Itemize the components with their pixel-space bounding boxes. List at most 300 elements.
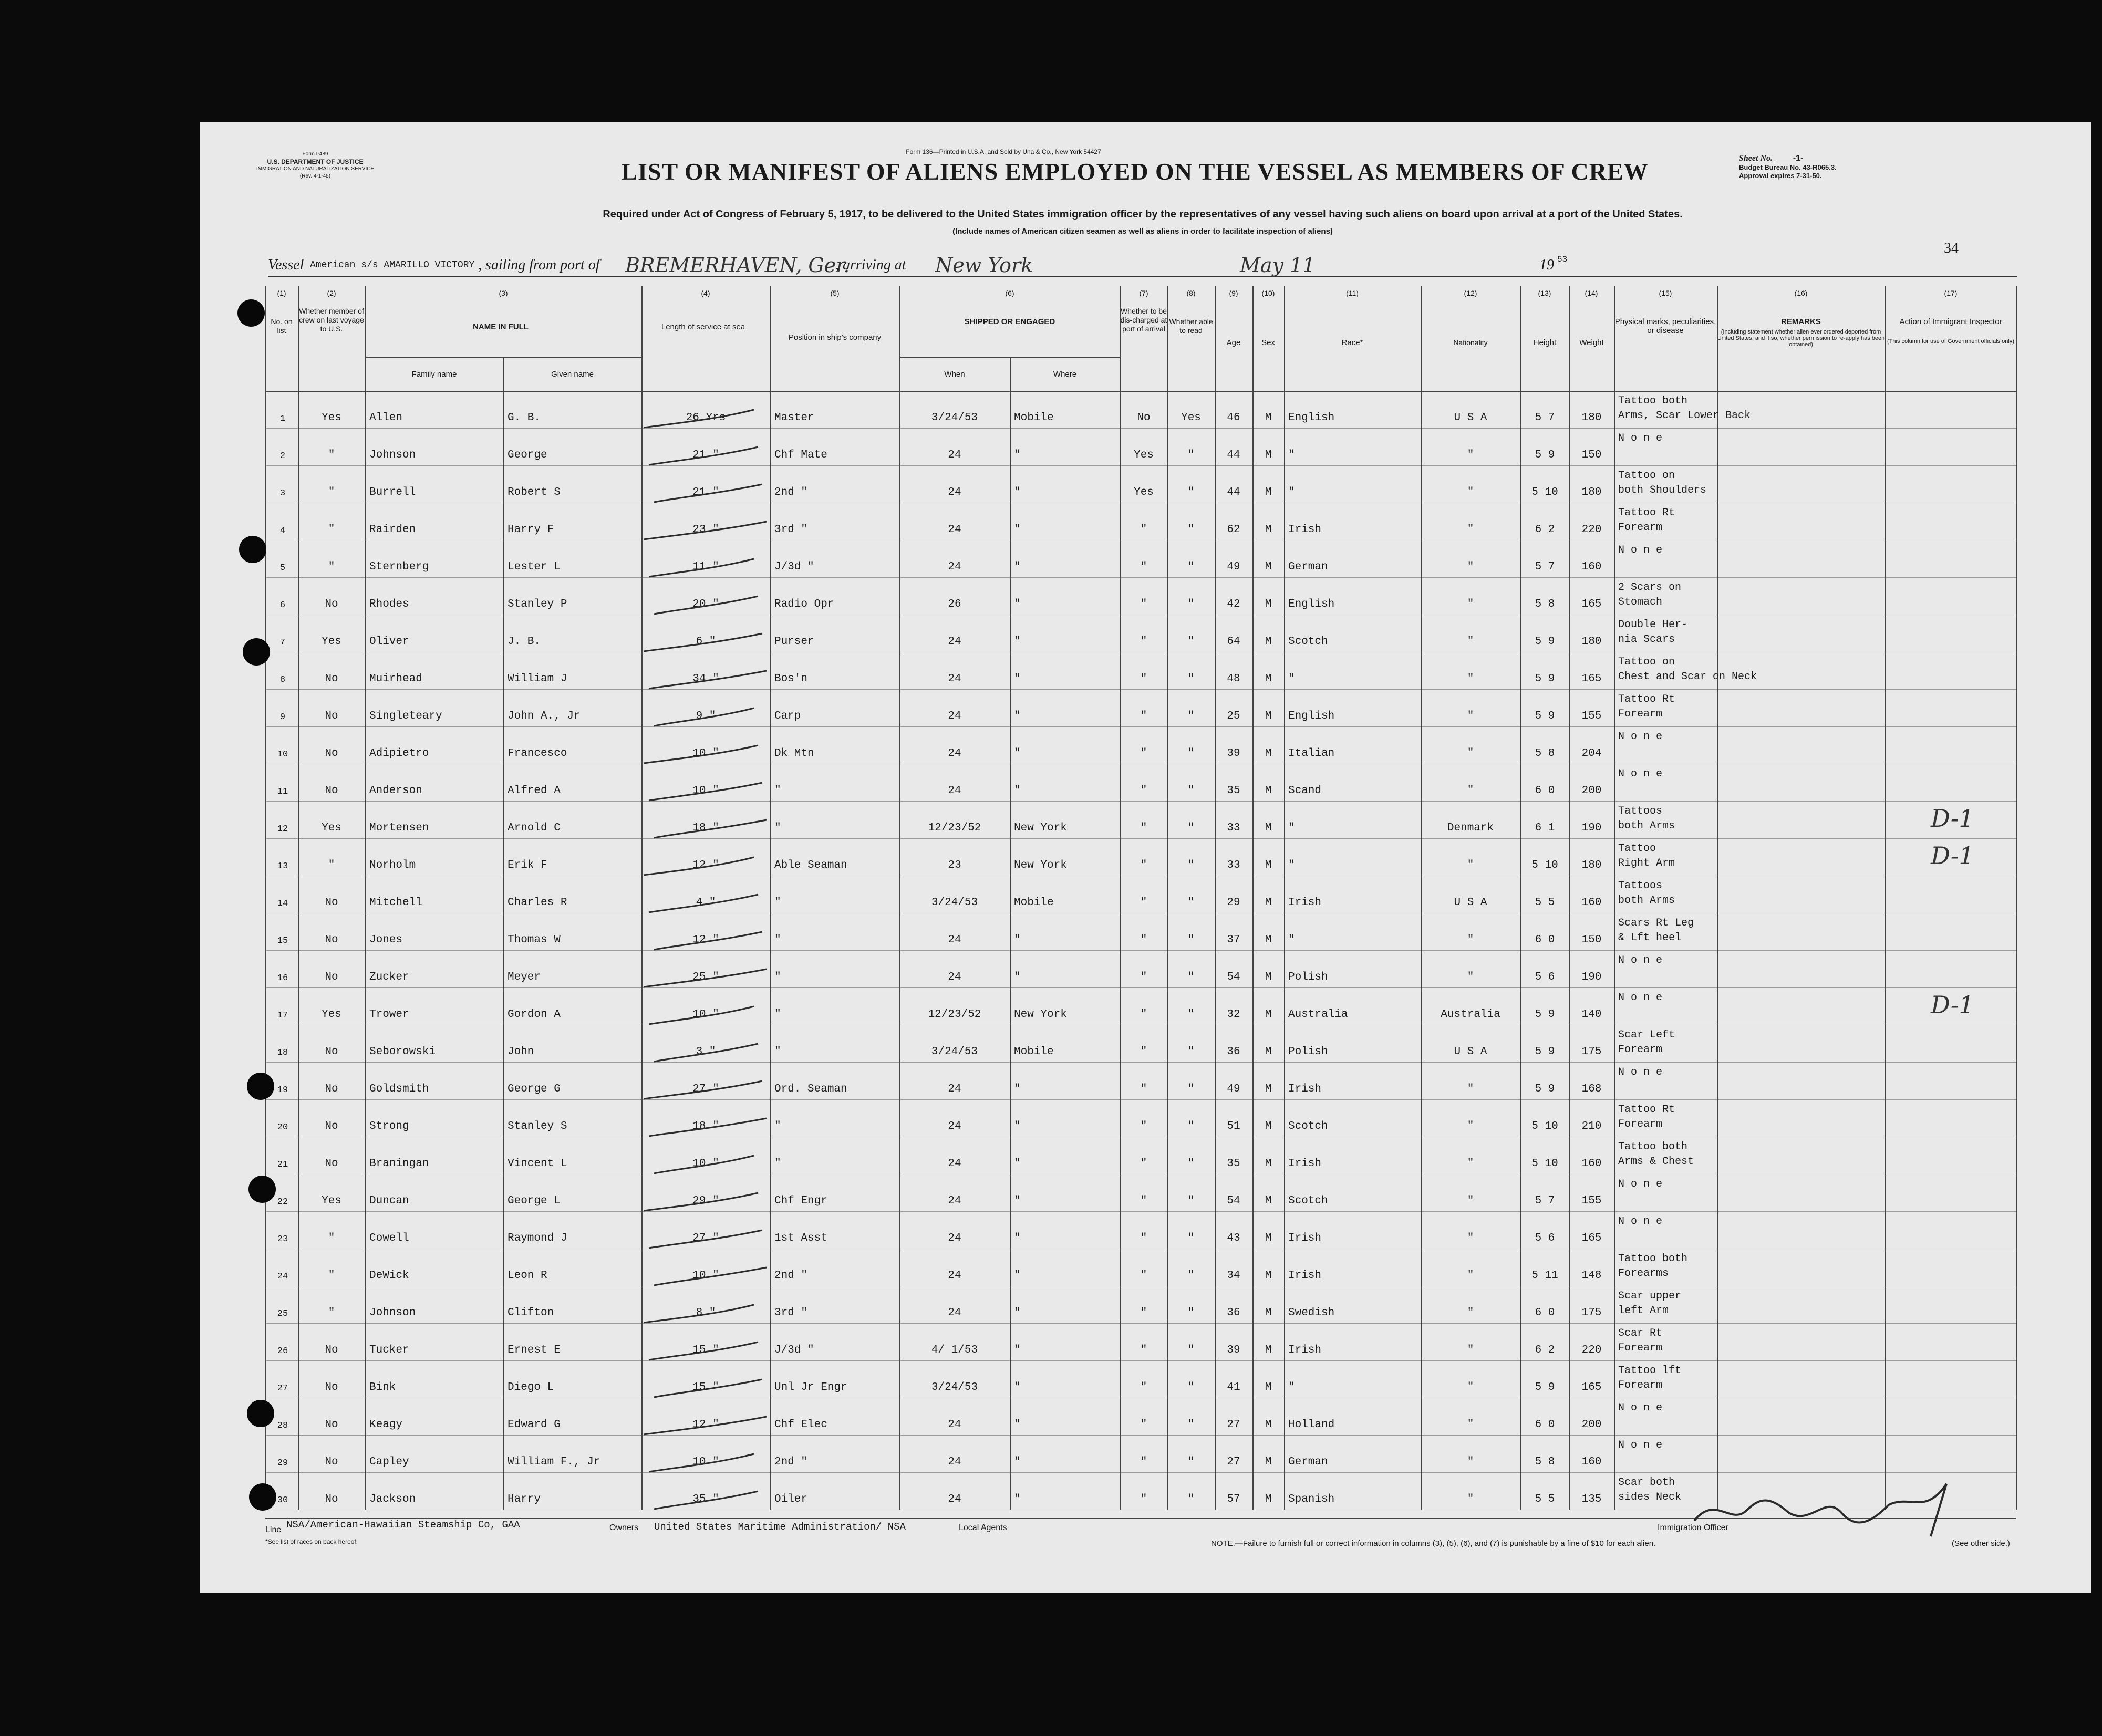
cell-when: 3/24/53 — [931, 897, 978, 909]
cell-height: 5 7 — [1535, 412, 1555, 424]
row-rule — [265, 1099, 2016, 1100]
cell-read: " — [1187, 785, 1195, 797]
cell-service: 21 " — [692, 486, 719, 498]
cell-sex: M — [1265, 971, 1272, 983]
local-agents-label: Local Agents — [959, 1523, 1007, 1532]
cell-when: 24 — [948, 1270, 961, 1282]
cell-read: " — [1187, 1307, 1195, 1319]
punch-hole — [248, 1176, 276, 1203]
cell-when: 26 — [948, 598, 961, 610]
cell-read: " — [1187, 1195, 1195, 1207]
cell-given: Vincent L — [508, 1158, 567, 1170]
cell-age: 54 — [1227, 1195, 1240, 1207]
cell-read: " — [1187, 1232, 1195, 1244]
manifest-sheet — [200, 122, 2091, 1593]
cell-family: Oliver — [369, 636, 409, 648]
row-rule — [265, 987, 2016, 988]
cell-read: " — [1187, 449, 1195, 461]
cell-family: Mortensen — [369, 822, 429, 834]
cell-height: 5 9 — [1535, 636, 1555, 648]
cell-voyage: No — [325, 1120, 338, 1132]
cell-action: D-1 — [1931, 991, 1974, 1019]
cell-family: Johnson — [369, 1307, 416, 1319]
cell-race: English — [1288, 412, 1335, 424]
cell-discharged: " — [1140, 1120, 1147, 1132]
column-rule — [1885, 286, 1886, 1510]
cell-read: " — [1187, 1381, 1195, 1394]
cell-family: Jackson — [369, 1493, 416, 1505]
cell-voyage: Yes — [322, 1195, 341, 1207]
cell-weight: 190 — [1581, 822, 1602, 834]
cell-where: " — [1014, 747, 1021, 760]
cell-height: 5 9 — [1535, 710, 1555, 722]
cell-height: 6 2 — [1535, 524, 1555, 536]
cell-race: " — [1288, 1381, 1295, 1394]
cell-given: Diego L — [508, 1381, 554, 1394]
cell-marks-line1: N o n e — [1618, 954, 1663, 966]
cell-sex: M — [1265, 1419, 1272, 1431]
fine-note: NOTE.—Failure to furnish full or correct information in columns (3), (5), (6), and (7) is punishable by a fine of $10 for each alien. — [1211, 1539, 1656, 1548]
arrival-port: New York — [935, 254, 1033, 277]
cell-weight: 165 — [1581, 1232, 1602, 1244]
column-rule — [1421, 286, 1422, 1510]
header-nationality: Nationality — [1453, 338, 1488, 347]
cell-race: Holland — [1288, 1419, 1335, 1431]
cell-marks-line1: N o n e — [1618, 1215, 1663, 1228]
cell-voyage: No — [325, 1493, 338, 1505]
cell-age: 48 — [1227, 673, 1240, 685]
cell-when: 24 — [948, 449, 961, 461]
cell-read: " — [1187, 1344, 1195, 1356]
cell-service: 29 " — [692, 1195, 719, 1207]
cell-marks-line1: Tattoo — [1618, 843, 1656, 855]
cell-sex: M — [1265, 1158, 1272, 1170]
cell-nationality: " — [1467, 1493, 1474, 1505]
cell-family: Rhodes — [369, 598, 409, 610]
cell-discharged: " — [1140, 673, 1147, 685]
cell-marks-line2: both Arms — [1618, 820, 1675, 832]
cell-read: " — [1187, 822, 1195, 834]
column-rule — [1215, 286, 1216, 1510]
cell-when: 3/24/53 — [931, 1046, 978, 1058]
cell-action: D-1 — [1931, 804, 1974, 833]
owners-label: Owners — [609, 1523, 639, 1532]
header-height: Height — [1533, 338, 1557, 347]
cell-marks-line1: Scar both — [1618, 1477, 1675, 1489]
cell-when: 24 — [948, 1419, 961, 1431]
cell-where: " — [1014, 598, 1021, 610]
cell-given: Arnold C — [508, 822, 561, 834]
punch-hole — [249, 1483, 276, 1511]
cell-race: English — [1288, 710, 1335, 722]
cell-service: 21 " — [692, 449, 719, 461]
cell-position: Unl Jr Engr — [774, 1381, 847, 1394]
cell-when: 24 — [948, 561, 961, 573]
cell-family: Muirhead — [369, 673, 422, 685]
cell-where: Mobile — [1014, 1046, 1054, 1058]
cell-height: 6 0 — [1535, 934, 1555, 946]
cell-sex: M — [1265, 1232, 1272, 1244]
cell-voyage: No — [325, 1046, 338, 1058]
column-number: (15) — [1659, 289, 1672, 297]
cell-weight: 150 — [1581, 934, 1602, 946]
cell-marks-line2: Chest and Scar on Neck — [1618, 671, 1757, 683]
row-number: 2 — [279, 451, 286, 461]
cell-sex: M — [1265, 412, 1272, 424]
punch-hole — [237, 299, 265, 327]
cell-read: " — [1187, 971, 1195, 983]
row-rule — [265, 801, 2016, 802]
cell-family: Capley — [369, 1456, 409, 1468]
cell-voyage: " — [328, 1270, 335, 1282]
cell-given: Robert S — [508, 486, 561, 498]
cell-nationality: " — [1467, 1307, 1474, 1319]
cell-age: 49 — [1227, 561, 1240, 573]
cell-age: 41 — [1227, 1381, 1240, 1394]
cell-height: 5 9 — [1535, 673, 1555, 685]
cell-voyage: No — [325, 1456, 338, 1468]
cell-age: 39 — [1227, 1344, 1240, 1356]
cell-family: Burrell — [369, 486, 416, 498]
cell-when: 24 — [948, 710, 961, 722]
cell-where: " — [1014, 561, 1021, 573]
cell-marks-line1: N o n e — [1618, 1066, 1663, 1078]
row-number: 29 — [277, 1458, 288, 1468]
cell-where: " — [1014, 1456, 1021, 1468]
cell-when: 24 — [948, 1232, 961, 1244]
cell-service: 18 " — [692, 1120, 719, 1132]
column-number: (17) — [1944, 289, 1958, 297]
header-given-name: Given name — [551, 370, 594, 379]
column-rule — [1167, 286, 1168, 1510]
column-number: (14) — [1585, 289, 1598, 297]
cell-family: Seborowski — [369, 1046, 436, 1058]
cell-weight: 180 — [1581, 486, 1602, 498]
column-number: (4) — [701, 289, 710, 297]
cell-nationality: " — [1467, 486, 1474, 498]
cell-family: Cowell — [369, 1232, 409, 1244]
cell-when: 4/ 1/53 — [931, 1344, 978, 1356]
cell-race: Irish — [1288, 1232, 1322, 1244]
cell-where: " — [1014, 449, 1021, 461]
cell-family: Bink — [369, 1381, 396, 1394]
row-number: 13 — [277, 861, 288, 871]
cell-position: Chf Elec — [774, 1419, 827, 1431]
row-rule — [265, 1360, 2016, 1361]
row-rule — [265, 689, 2016, 690]
cell-given: Erik F — [508, 859, 547, 871]
cell-position: Able Seaman — [774, 859, 847, 871]
cell-voyage: No — [325, 897, 338, 909]
row-number: 3 — [279, 488, 286, 498]
cell-discharged: " — [1140, 971, 1147, 983]
cell-discharged: " — [1140, 822, 1147, 834]
cell-discharged: " — [1140, 1195, 1147, 1207]
cell-discharged: No — [1137, 412, 1151, 424]
cell-nationality: " — [1467, 1344, 1474, 1356]
cell-given: Thomas W — [508, 934, 561, 946]
cell-marks-line1: Tattoo Rt — [1618, 1104, 1675, 1116]
cell-sex: M — [1265, 524, 1272, 536]
cell-given: Harry — [508, 1493, 541, 1505]
cell-marks-line1: Scar Rt — [1618, 1327, 1663, 1339]
row-number: 5 — [279, 563, 286, 573]
column-rule — [1614, 286, 1615, 1510]
header-family-name: Family name — [411, 370, 457, 379]
cell-marks-line2: Forearm — [1618, 1342, 1663, 1354]
header-last-voyage: Whether member of crew on last voyage to U.S. — [299, 307, 364, 333]
cell-where: " — [1014, 1419, 1021, 1431]
cell-family: Rairden — [369, 524, 416, 536]
cell-marks-line1: N o n e — [1618, 1402, 1663, 1414]
cell-marks-line2: left Arm — [1618, 1305, 1669, 1317]
cell-nationality: " — [1467, 1083, 1474, 1095]
cell-given: Leon R — [508, 1270, 547, 1282]
cell-service: 10 " — [692, 1456, 719, 1468]
cell-nationality: Denmark — [1447, 822, 1494, 834]
cell-read: " — [1187, 673, 1195, 685]
cell-marks-line2: Forearms — [1618, 1267, 1669, 1280]
row-number: 15 — [277, 936, 288, 946]
cell-race: German — [1288, 1456, 1328, 1468]
cell-nationality: U S A — [1454, 897, 1487, 909]
cell-discharged: " — [1140, 897, 1147, 909]
cell-where: " — [1014, 1195, 1021, 1207]
cell-weight: 165 — [1581, 1381, 1602, 1394]
cell-marks-line2: Stomach — [1618, 596, 1663, 608]
cell-age: 29 — [1227, 897, 1240, 909]
cell-where: " — [1014, 636, 1021, 648]
cell-marks-line1: N o n e — [1618, 768, 1663, 780]
cell-weight: 140 — [1581, 1009, 1602, 1021]
column-rule — [1120, 286, 1121, 1510]
cell-height: 6 0 — [1535, 1307, 1555, 1319]
requirement-text: Required under Act of Congress of February 5, 1917, to be delivered to the United States immigration officer by the representatives of any vessel having such aliens on board upon arrival at a port of the United States. — [603, 209, 1683, 220]
cell-race: " — [1288, 822, 1295, 834]
cell-marks-line2: Forearm — [1618, 1379, 1663, 1391]
cell-race: Irish — [1288, 897, 1322, 909]
cell-position: J/3d " — [774, 1344, 814, 1356]
row-number: 11 — [277, 787, 288, 797]
cell-given: George G — [508, 1083, 561, 1095]
cell-discharged: " — [1140, 710, 1147, 722]
cell-nationality: " — [1467, 934, 1474, 946]
cell-given: William F., Jr — [508, 1456, 600, 1468]
cell-service: 11 " — [692, 561, 719, 573]
cell-weight: 168 — [1581, 1083, 1602, 1095]
cell-marks-line1: Scars Rt Leg — [1618, 917, 1694, 929]
cell-nationality: " — [1467, 561, 1474, 573]
cell-sex: M — [1265, 1120, 1272, 1132]
sailing-label: , sailing from port of — [478, 257, 600, 273]
cell-sex: M — [1265, 1009, 1272, 1021]
cell-service: 26 Yrs — [686, 412, 726, 424]
cell-weight: 200 — [1581, 785, 1602, 797]
row-number: 23 — [277, 1234, 288, 1244]
cell-age: 27 — [1227, 1419, 1240, 1431]
cell-height: 5 6 — [1535, 971, 1555, 983]
row-number: 17 — [277, 1011, 288, 1021]
cell-discharged: Yes — [1134, 449, 1154, 461]
cell-height: 5 10 — [1531, 1120, 1558, 1132]
cell-weight: 220 — [1581, 524, 1602, 536]
cell-read: " — [1187, 524, 1195, 536]
header-sex: Sex — [1261, 338, 1275, 347]
cell-when: 24 — [948, 1307, 961, 1319]
cell-family: Keagy — [369, 1419, 403, 1431]
cell-service: 25 " — [692, 971, 719, 983]
cell-sex: M — [1265, 1270, 1272, 1282]
cell-position: Carp — [774, 710, 801, 722]
cell-marks-line1: Tattoo both — [1618, 1141, 1688, 1153]
cell-where: " — [1014, 1493, 1021, 1505]
cell-when: 24 — [948, 1083, 961, 1095]
cell-marks-line1: Tattoo both — [1618, 1253, 1688, 1265]
cell-position: Ord. Seaman — [774, 1083, 847, 1095]
cell-discharged: " — [1140, 524, 1147, 536]
row-rule — [265, 950, 2016, 951]
cell-weight: 180 — [1581, 859, 1602, 871]
cell-weight: 165 — [1581, 673, 1602, 685]
cell-sex: M — [1265, 747, 1272, 760]
cell-when: 24 — [948, 1493, 961, 1505]
header-race: Race* — [1341, 338, 1363, 347]
cell-family: Anderson — [369, 785, 422, 797]
cell-race: Irish — [1288, 1344, 1322, 1356]
cell-where: " — [1014, 1083, 1021, 1095]
cell-position: 3rd " — [774, 1307, 808, 1319]
cell-when: 24 — [948, 785, 961, 797]
cell-given: Charles R — [508, 897, 567, 909]
cell-marks-line1: Tattoo Rt — [1618, 693, 1675, 705]
cell-position: Dk Mtn — [774, 747, 814, 760]
cell-weight: 220 — [1581, 1344, 1602, 1356]
cell-weight: 180 — [1581, 412, 1602, 424]
cell-marks-line1: Scar upper — [1618, 1290, 1682, 1302]
cell-nationality: " — [1467, 1456, 1474, 1468]
column-number: (13) — [1538, 289, 1551, 297]
cell-weight: 204 — [1581, 747, 1602, 760]
immigration-officer-label: Immigration Officer — [1658, 1523, 1728, 1532]
cell-discharged: " — [1140, 1493, 1147, 1505]
cell-age: 51 — [1227, 1120, 1240, 1132]
cell-sex: M — [1265, 710, 1272, 722]
cell-when: 23 — [948, 859, 961, 871]
cell-voyage: No — [325, 934, 338, 946]
cell-weight: 190 — [1581, 971, 1602, 983]
cell-weight: 160 — [1581, 1158, 1602, 1170]
column-rule — [641, 286, 643, 1510]
cell-marks-line1: N o n e — [1618, 992, 1663, 1004]
row-number: 12 — [277, 824, 288, 834]
cell-height: 6 2 — [1535, 1344, 1555, 1356]
sheet-number: -1- — [1775, 154, 1822, 163]
cell-service: 12 " — [692, 934, 719, 946]
cell-marks-line1: Tattoo on — [1618, 470, 1675, 482]
cell-age: 34 — [1227, 1270, 1240, 1282]
cell-position: 1st Asst — [774, 1232, 827, 1244]
header-able-read: Whether able to read — [1169, 317, 1213, 335]
cell-where: " — [1014, 934, 1021, 946]
cell-age: 37 — [1227, 934, 1240, 946]
cell-where: New York — [1014, 1009, 1067, 1021]
cell-nationality: Australia — [1441, 1009, 1500, 1021]
row-rule — [265, 465, 2016, 466]
include-note: (Include names of American citizen seamen as well as aliens in order to facilitate inspection of aliens) — [952, 227, 1333, 236]
cell-where: " — [1014, 1307, 1021, 1319]
cell-race: Polish — [1288, 1046, 1328, 1058]
cell-age: 42 — [1227, 598, 1240, 610]
cell-voyage: No — [325, 971, 338, 983]
cell-discharged: " — [1140, 1009, 1147, 1021]
cell-race: Australia — [1288, 1009, 1348, 1021]
cell-given: Edward G — [508, 1419, 561, 1431]
column-number: (16) — [1794, 289, 1808, 297]
cell-marks-line1: 2 Scars on — [1618, 581, 1682, 594]
cell-where: " — [1014, 785, 1021, 797]
cell-family: Trower — [369, 1009, 409, 1021]
cell-discharged: " — [1140, 1344, 1147, 1356]
cell-voyage: No — [325, 1419, 338, 1431]
cell-read: " — [1187, 636, 1195, 648]
cell-marks-line2: Arms, Scar Lower Back — [1618, 410, 1751, 422]
cell-weight: 150 — [1581, 449, 1602, 461]
cell-height: 5 7 — [1535, 561, 1555, 573]
cell-family: Adipietro — [369, 747, 429, 760]
cell-race: Irish — [1288, 1083, 1322, 1095]
cell-service: 15 " — [692, 1344, 719, 1356]
cell-voyage: Yes — [322, 822, 341, 834]
cell-read: " — [1187, 859, 1195, 871]
cell-weight: 155 — [1581, 710, 1602, 722]
punch-hole — [247, 1400, 274, 1427]
cell-service: 10 " — [692, 1009, 719, 1021]
row-number: 1 — [279, 414, 286, 424]
cell-weight: 200 — [1581, 1419, 1602, 1431]
races-note: *See list of races on back hereof. — [265, 1538, 358, 1545]
cell-marks-line1: N o n e — [1618, 432, 1663, 444]
cell-given: George — [508, 449, 547, 461]
cell-weight: 160 — [1581, 561, 1602, 573]
cell-voyage: Yes — [322, 636, 341, 648]
row-number: 20 — [277, 1122, 288, 1132]
cell-family: Johnson — [369, 449, 416, 461]
cell-marks-line1: N o n e — [1618, 1439, 1663, 1451]
cell-discharged: " — [1140, 1419, 1147, 1431]
punch-hole — [247, 1073, 274, 1100]
cell-position: 2nd " — [774, 1456, 808, 1468]
column-number: (10) — [1261, 289, 1275, 297]
cell-sex: M — [1265, 449, 1272, 461]
cell-sex: M — [1265, 1046, 1272, 1058]
cell-given: Ernest E — [508, 1344, 561, 1356]
column-rule — [365, 286, 366, 1510]
cell-age: 36 — [1227, 1046, 1240, 1058]
cell-read: " — [1187, 934, 1195, 946]
cell-voyage: " — [328, 561, 335, 573]
cell-read: Yes — [1181, 412, 1201, 424]
row-number: 7 — [279, 638, 286, 648]
cell-nationality: " — [1467, 1419, 1474, 1431]
row-rule — [265, 726, 2016, 727]
cell-race: " — [1288, 934, 1295, 946]
cell-age: 25 — [1227, 710, 1240, 722]
header-position: Position in ship's company — [788, 333, 882, 342]
cell-read: " — [1187, 1083, 1195, 1095]
cell-age: 35 — [1227, 1158, 1240, 1170]
row-rule — [265, 1062, 2016, 1063]
budget-bureau: Budget Bureau No. 43-R065.3. — [1739, 163, 1837, 171]
